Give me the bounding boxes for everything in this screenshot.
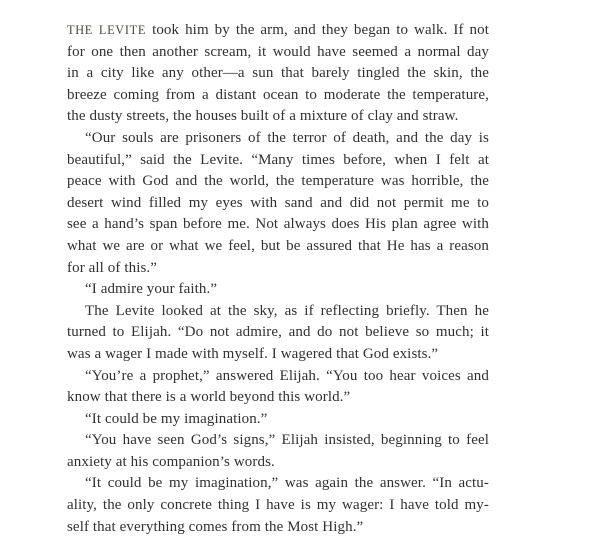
text-line: what we are or what we feel, but be assured that He has a reason [67,237,489,254]
text-line: “You have seen God’s signs,” Elijah insisted, beginning to feel [85,432,489,449]
text-line: “I admire your faith.” [85,281,218,298]
text-line: in a city like any other—a sun that barely tingled the skin, the [67,65,489,82]
text-line: desert wind filled my eyes with sand and did not permit me to [67,194,489,211]
text-line: “You’re a prophet,” answered Elijah. “You too hear voices and [85,367,489,384]
text-line: anxiety at his companion’s words. [67,453,275,470]
paragraph [67,301,489,366]
text-line: was a wager I made with myself. I wagered that God exists.” [67,345,439,362]
paragraph [67,409,489,431]
text-line: turned to Elijah. “Do not admire, and do not believe so much; it [67,324,489,341]
text-line-rest: took him by the arm, and they began to walk. If not [146,22,489,38]
paragraph [67,128,489,279]
text-line: see a hand’s span before me. Not always does His plan agree with [67,216,489,233]
text-line: for one then another scream, it would have seemed a normal day [67,43,489,60]
paragraph [67,430,489,473]
text-line: for all of this.” [67,259,158,276]
paragraph [67,279,489,301]
text-line: self that everything comes from the Most High.” [67,518,364,535]
text-line: know that there is a world beyond this world.” [67,389,351,406]
text-line: The Levite looked at the sky, as if reflecting briefly. Then he [85,302,489,319]
text-line: peace with God and the world, the temperature was horrible, the [67,173,489,190]
text-line: ality, the only concrete thing I have is my wager: I have told my- [67,497,489,514]
text-line: beautiful,” said the Levite. “Many times before, when I felt at [67,151,489,168]
text-line: “Our souls are prisoners of the terror of death, and the day is [85,129,489,146]
text-line: “It could be my imagination.” [85,410,268,427]
page-text [67,20,489,538]
text-line: the dusty streets, the houses built of a mixture of clay and straw. [67,108,459,125]
text-line: breeze coming from a distant ocean to moderate the temperature, [67,86,489,103]
text-line: “It could be my imagination,” was again the answer. “In actu- [85,475,489,492]
paragraph [67,473,489,538]
text-line [67,20,489,42]
lead-in-small-caps: THE LEVITE [67,23,147,37]
paragraph [67,20,489,128]
paragraph [67,366,489,409]
